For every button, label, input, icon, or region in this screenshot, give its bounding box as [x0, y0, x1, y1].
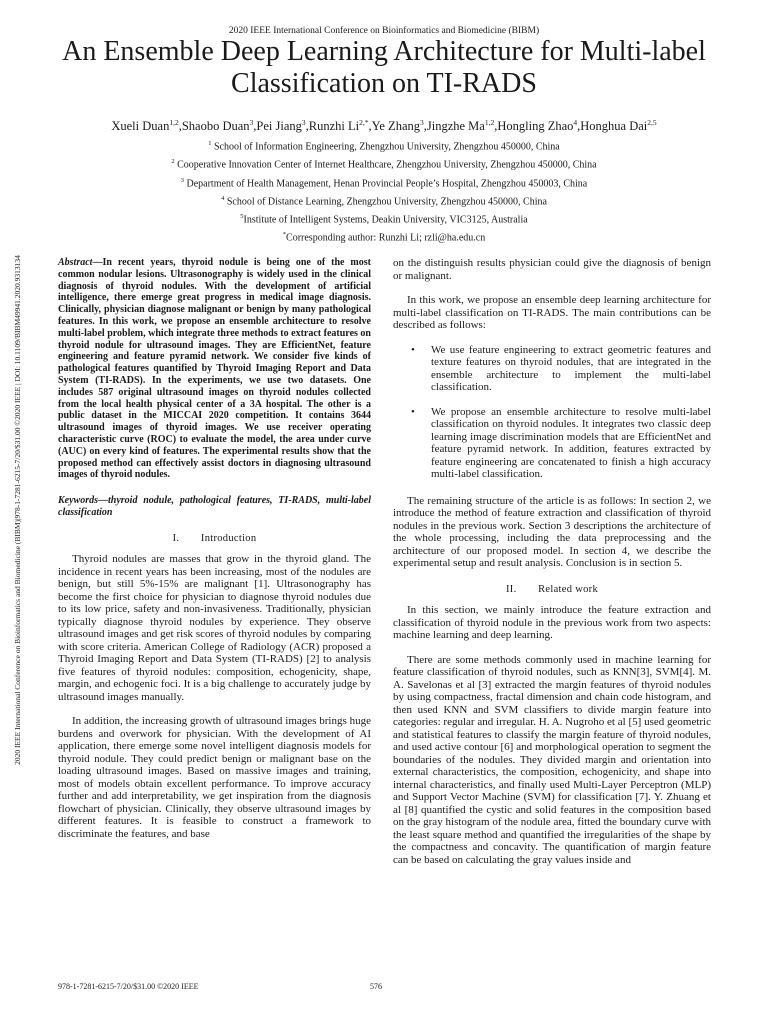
author-name: Xueli Duan [111, 119, 170, 134]
page-number: 576 [370, 982, 382, 991]
corresponding-author: *Corresponding author: Runzhi Li; rzli@ha.edu.cn [282, 231, 486, 244]
bullet-icon: • [411, 405, 415, 418]
author-affiliation-mark: 3 [249, 118, 254, 127]
intro-paragraph-2: In addition, the increasing growth of ultrasound images brings huge burdens and overwork for physician. With the development of AI application, there emerge some novel intelligent diagnosis models for thyroid nodule. They could predict benign or malignant base on the loading ultrasound images. Based on massive images and training, most of models obtain excellent performance. To improve accuracy further and add interpretability, we get inspiration from the diagnosis flowchart of physician. Clinically, they observe ultrasound images by different features. It is feasible to construct a framework to discriminate the features, and base [58, 715, 371, 840]
author-name: Jingzhe Ma [426, 119, 485, 134]
author-affiliation-mark: 2,* [359, 118, 369, 127]
author-name: Hongling Zhao [497, 119, 574, 134]
author-affiliation-mark: 3 [420, 118, 424, 127]
paper-title: An Ensemble Deep Learning Architecture for Multi-label Classification on TI-RADS [62, 36, 706, 99]
author-affiliation-mark: 2,5 [647, 118, 657, 127]
list-item: • We propose an ensemble architecture to resolve multi-label classification on thyroid nodules. It integrates two classic deep learning image discrimination models that are EfficientNet and feature pyramid network. In addition, features extracted by feature engineering are concatenated to finish a high accuracy multi-label classification. [411, 405, 711, 480]
side-doi-strip: 2020 IEEE International Conference on Bioinformatics and Biomedicine (BIBM)|978-1-7281-6215-7/20/$31.00 ©2020 IEEE | DOI: 10.1109/BIBM49941.2020.9313134 [13, 255, 22, 765]
affiliation-1: $^1$ School of Information Engineering, Zhengzhou University, Zhengzhou 450000, China [208, 140, 560, 153]
author-affiliation-mark: 4 [573, 118, 578, 127]
intro-paragraph-3: In this work, we propose an ensemble deep learning architecture for multi-label classification on TI-RADS. The main contributions can be described as follows: [393, 294, 711, 331]
author-affiliation-mark: 1,2 [484, 118, 495, 127]
author-name: Runzhi Li [308, 119, 360, 134]
intro-paragraph-1: Thyroid nodules are masses that grow in the thyroid gland. The incidence in recent years has been increasing, most of the nodules are benign, but still 5%-15% are malignant [1]. Ultrasonography has become the first choice for physician to diagnose thyroid nodules due to its low price, safety and non-invasiveness. Traditionally, physician typically diagnose thyroid nodules by experience. They observe ultrasound images and get risk scores of thyroid nodules by comparing with score criteria. American College of Radiology (ACR) proposed a Thyroid Imaging Report and Data System (TI-RADS) [2] to analysis five features of thyroid nodules: composition, echogenicity, shape, margin, and echogenic foci. It is a big challenge to accurately judge by ultrasound images manually. [58, 553, 371, 703]
affiliation-4: $^4$ School of Distance Learning, Zhengzhou University, Zhengzhou 450000, China [221, 195, 547, 208]
author-affiliation-mark: 3 [301, 118, 306, 127]
keywords: Keywords—thyroid nodule, pathological features, TI-RADS, multi-label classification [58, 495, 371, 518]
author-list: Xueli Duan$^{1,2}$,Shaobo Duan$^3$,Pei Jiang$^3$,Runzhi $Li^{2,*},Ye$ Zhang$^3$,Jingzhe Ma$^{1,2}$,Hongling Zhao$^4$,Honghua Dai$^{2,5}$ [111, 118, 657, 134]
affiliation-2: $^2$ Cooperative Innovation Center of Internet Healthcare, Zhengzhou University, Zhengzhou 450000, China [171, 158, 597, 171]
conference-header: 2020 IEEE International Conference on Bioinformatics and Biomedicine (BIBM) [228, 26, 540, 36]
author-name: Pei Jiang [256, 119, 302, 134]
section-heading-related-work: II. Related work [506, 583, 598, 595]
right-column [393, 257, 711, 878]
author-name: Ye Zhang [371, 119, 420, 134]
section-heading-introduction: I. Introduction [172, 532, 257, 544]
footer-copyright: 978-1-7281-6215-7/20/$31.00 ©2020 IEEE [58, 982, 199, 991]
author-affiliation-mark: 1,2 [169, 118, 179, 127]
bullet-icon: • [411, 343, 415, 356]
left-column [58, 257, 371, 852]
abstract: Abstract—In recent years, thyroid nodule is being one of the most common nodular lesions. Ultrasonography is widely used in the clinical diagnosis of thyroid nodules. With the development of artificial intelligence, there emerge great progress in medical image diagnosis. Clinically, physician diagnose malignant or benign by many pathological features. In this work, we propose an ensemble architecture to resolve multi-label problem, which integrate three methods to extract features on thyroid nodule for ultrasound images. They are EfficientNet, feature engineering and feature pyramid network. We consider five kinds of pathological features quantified by Thyroid Imaging Report and Data System (TI-RADS). In the experiments, we use two datasets. One includes 587 original ultrasound images on thyroid nodules collected from the local health physical center of a 3A hospital. The other is a public dataset in the MICCAI 2020 competition. It contains 3644 ultrasound images of thyroid images. We use receiver operating characteristic curve (ROC) to evaluate the model, the area under curve (AUC) on every kind of features. The experimental results show that the proposed method can effectively assist doctors in diagnosing ultrasound images of thyroid nodules. [58, 257, 371, 481]
affiliation-3: $^3$ Department of Health Management, Henan Provincial People’s Hospital, Zhengzhou 450003, China [180, 177, 588, 190]
affiliation-5: $^5$Institute of Intelligent Systems, Deakin University, VIC3125, Australia [240, 213, 528, 226]
author-name: Shaobo Duan [181, 119, 250, 134]
list-item: • We use feature engineering to extract geometric features and texture features on thyroid nodules, that are integrated in the ensemble architecture to implement the multi-label classification. [411, 343, 711, 393]
author-name: Honghua Dai [580, 119, 648, 134]
intro-paragraph-2-continued: on the distinguish results physician could give the diagnosis of benign or malignant. [393, 257, 711, 282]
contribution-list [393, 344, 711, 481]
related-paragraph-1: In this section, we mainly introduce the feature extraction and classification of thyroid nodule in the previous work from two aspects: machine learning and deep learning. [393, 604, 711, 641]
related-paragraph-2: There are some methods commonly used in machine learning for feature classification of thyroid nodules, such as KNN[3], SVM[4]. M. A. Savelonas et al [3] extracted the margin features of thyroid nodules by using compactness, fractal dimension and chain code histogram, and then used KNN and SVM classifiers to divide margin feature into categories: regular and irregular. H. A. Nugroho et al [5] used geometric and statistical features to classify the margin feature of thyroid nodules, and used active contour [6] and morphological operation to segment the boundaries of the nodules. They divided margin and orientation into external characteristics, the composition, echogenicity, and shape into internal characteristics, and finally used Multi-Layer Perceptron (MLP) and Support Vector Machine (SVM) for classification [7]. Y. Zhuang et al [8] quantified the cystic and solid features in the composition based on the gray histogram of the nodule area, fitted the boundary curve with the least square method and quantified the irregularities of the shape by the compactness and concavity. The quantification of margin feature can be based on calculating the gray values inside and [393, 653, 711, 866]
intro-paragraph-4: The remaining structure of the article is as follows: In section 2, we introduce the method of feature extraction and classification of thyroid nodules in the previous work. Section 3 descriptions the architecture of the whole processing, including the data preprocessing and the architecture of our proposed model. In section 4, we describe the experimental setup and result analysis. Conclusion is in section 5. [393, 494, 711, 569]
